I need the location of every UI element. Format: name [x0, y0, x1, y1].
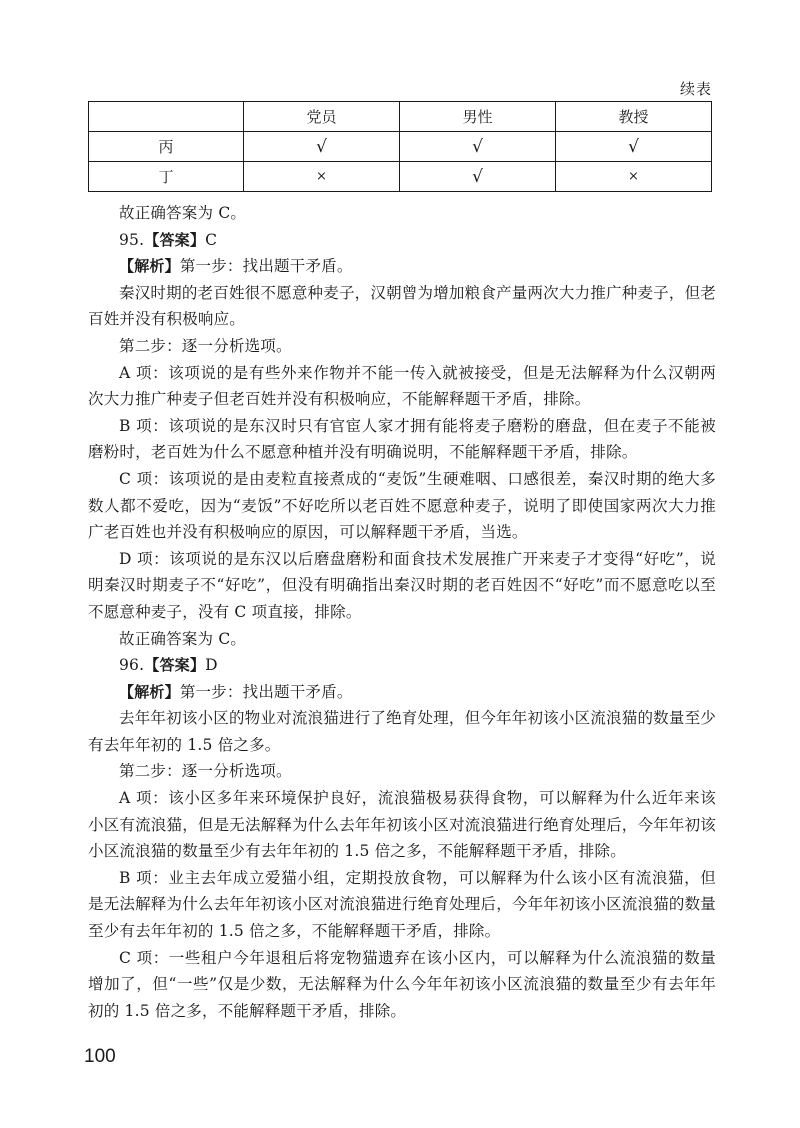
- option-analysis-c: C 项：一些租户今年退租后将宠物猫遗弃在该小区内，可以解释为什么流浪猫的数量增加了，但“一些”仅是少数，无法解释为什么今年年初该小区流浪猫的数量至少有去年年初的 1.5 倍之多，不能解释题干矛盾，排除。: [88, 948, 716, 1020]
- table-header-row: [89, 102, 712, 132]
- answer-tag: 【答案】: [144, 656, 206, 675]
- analysis-text: 第一步：找出题干矛盾。: [179, 257, 353, 276]
- cross-mark: ×: [244, 162, 400, 192]
- question-number: 95.: [119, 230, 145, 249]
- paragraph: 故正确答案为 C。: [119, 629, 247, 648]
- question-number: 96.: [119, 656, 145, 675]
- paragraph: 故正确答案为 C。: [119, 204, 247, 222]
- answer-value: C: [205, 230, 218, 249]
- check-mark: √: [400, 132, 556, 162]
- table-caption: 续表: [679, 80, 712, 98]
- body-text: [88, 200, 716, 1024]
- table-header-cell: 男性: [400, 102, 556, 132]
- cross-mark: ×: [556, 162, 712, 192]
- row-label: 丁: [89, 162, 244, 192]
- paragraph: 秦汉时期的老百姓很不愿意种麦子，汉朝曾为增加粮食产量两次大力推广种麦子，但老百姓并没有积极响应。: [88, 283, 716, 329]
- option-analysis-b: B 项：业主去年成立爱猫小组，定期投放食物，可以解释为什么该小区有流浪猫，但是无法解释为什么去年年初该小区对流浪猫进行绝育处理后，今年年初该小区流浪猫的数量至少有去年年初的 1.5 倍之多，不能解释题干矛盾，排除。: [88, 868, 717, 941]
- option-analysis-b: B 项：该项说的是东汉时只有官宦人家才拥有能将麦子磨粉的磨盘，但在麦子不能被磨粉时，老百姓为什么不愿意种植并没有明确说明，不能解释题干矛盾，排除。: [88, 416, 716, 462]
- table-header-cell: 党员: [244, 102, 400, 132]
- check-mark: √: [400, 162, 556, 192]
- table-row: [89, 132, 712, 162]
- analysis-text: 第一步：找出题干矛盾。: [179, 682, 353, 701]
- answer-value: D: [205, 656, 218, 675]
- table-row: [89, 162, 712, 192]
- paragraph: 第二步：逐一分析选项。: [119, 336, 292, 355]
- option-analysis-c: C 项：该项说的是由麦粒直接煮成的“麦饭”生硬难咽、口感很差，秦汉时期的绝大多数人都不爱吃，因为“麦饭”不好吃所以老百姓不愿意种麦子，说明了即使国家两次大力推广老百姓也并没有积极响应的原因，可以解释题干矛盾，当选。: [88, 469, 716, 542]
- option-analysis-d: D 项：该项说的是东汉以后磨盘磨粉和面食技术发展推广开来麦子才变得“好吃”，说明秦汉时期麦子不“好吃”，但没有明确指出秦汉时期的老百姓因不“好吃”而不愿意吃以至不愿意种麦子，没有 C 项直接，排除。: [88, 549, 716, 621]
- answer-tag: 【答案】: [144, 230, 206, 249]
- page-number: 100: [84, 1046, 116, 1067]
- paragraph: 去年年初该小区的物业对流浪猫进行了绝育处理，但今年年初该小区流浪猫的数量至少有去年年初的 1.5 倍之多。: [88, 709, 716, 754]
- answer-line: [88, 652, 716, 679]
- analysis-tag: 【解析】: [119, 682, 180, 701]
- table-header-cell: 教授: [556, 102, 712, 132]
- analysis-tag: 【解析】: [119, 257, 180, 276]
- continued-table: [88, 101, 712, 192]
- option-analysis-a: A 项：该项说的是有些外来作物并不能一传入就被接受，但是无法解释为什么汉朝两次大力推广种麦子但老百姓并没有积极响应，不能解释题干矛盾，排除。: [88, 363, 716, 409]
- answer-line: [88, 227, 716, 254]
- check-mark: √: [556, 132, 712, 162]
- check-mark: √: [244, 132, 400, 162]
- analysis-line: [88, 679, 716, 706]
- paragraph: 第二步：逐一分析选项。: [119, 762, 292, 781]
- analysis-line: [88, 253, 716, 280]
- table-header-cell: [89, 102, 244, 132]
- option-analysis-a: A 项：该小区多年来环境保护良好，流浪猫极易获得食物，可以解释为什么近年来该小区有流浪猫，但是无法解释为什么去年年初该小区对流浪猫进行绝育处理后，今年年初该小区流浪猫的数量至少有去年年初的 1.5 倍之多，不能解释题干矛盾，排除。: [88, 789, 717, 861]
- row-label: 丙: [89, 132, 244, 162]
